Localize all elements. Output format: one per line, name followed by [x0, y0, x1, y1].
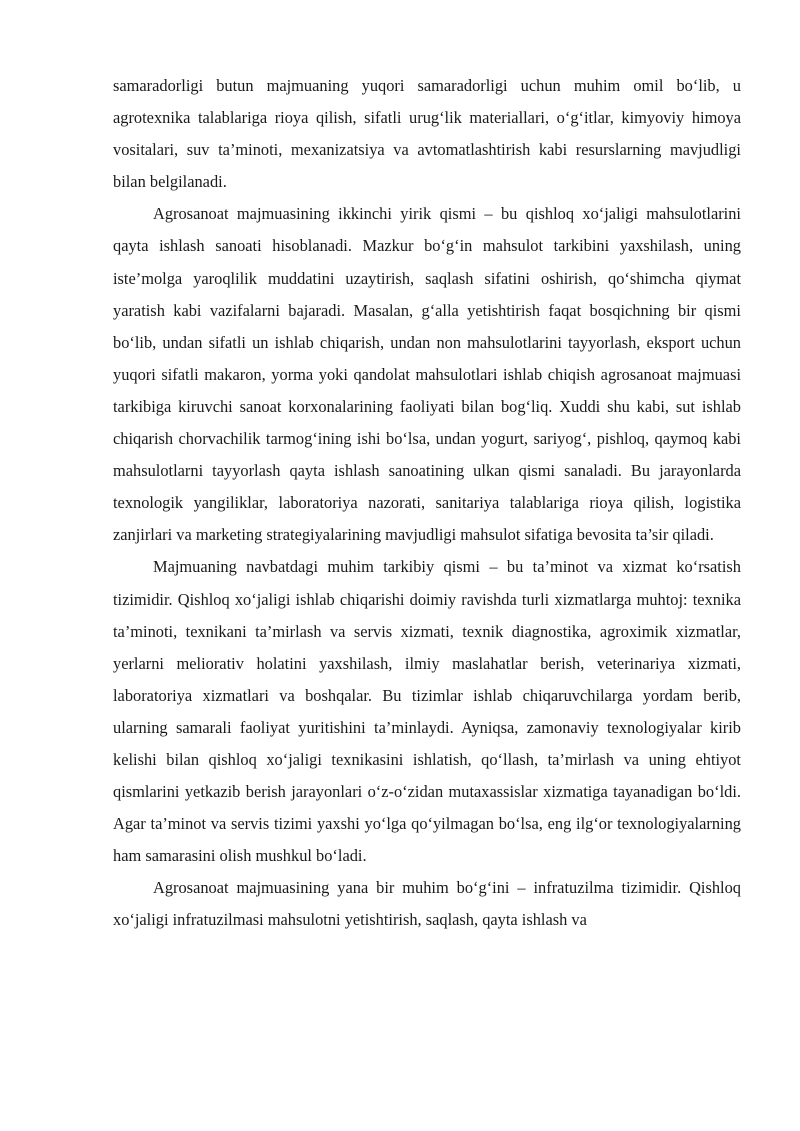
- paragraph-4: Agrosanoat majmuasining yana bir muhim bo‘g‘ini – infratuzilma tizimidir. Qishloq xo‘jaligi infratuzilmasi mahsulotni yetishtirish, saqlash, qayta ishlash va: [113, 878, 741, 930]
- paragraph-3: Majmuaning navbatdagi muhim tarkibiy qismi – bu ta’minot va xizmat ko‘rsatish tizimidir. Qishloq xo‘jaligi ishlab chiqarishi doimiy ravishda turli xizmatlarga muhtoj: texnika ta’minoti, texnikani ta’mirlash va servis xizmati, texnik diagnostika, agroximik xizmatlar, yerlarni meliorativ holatini yaxshilash, ilmiy maslahatlar berish, veterinariya xizmati, laboratoriya xizmatlari va boshqalar. Bu tizimlar ishlab chiqaruvchilarga yordam berib, ularning samarali faoliyat yuritishini ta’minlaydi. Ayniqsa, zamonaviy texnologiyalar kirib kelishi bilan qishloq xo‘jaligi texnikasini ishlatish, qo‘llash, ta’mirlash va uning ehtiyot qismlarini yetkazib berish jarayonlari o‘z-o‘zidan mutaxassislar xizmatiga tayanadigan bo‘ldi. Agar ta’minot va servis tizimi yaxshi yo‘lga qo‘yilmagan bo‘lsa, eng ilg‘or texnologiyalarning ham samarasini olish mushkul bo‘ladi.: [113, 557, 741, 866]
- document-page: [113, 70, 741, 937]
- paragraph-2: Agrosanoat majmuasining ikkinchi yirik qismi – bu qishloq xo‘jaligi mahsulotlarini qayta ishlash sanoati hisoblanadi. Mazkur bo‘g‘in mahsulot tarkibini yaxshilash, uning iste’molga yaroqlilik muddatini uzaytirish, saqlash sifatini oshirish, qo‘shimcha qiymat yaratish kabi vazifalarni bajaradi. Masalan, g‘alla yetishtirish faqat bosqichning bir qismi bo‘lib, undan sifatli un ishlab chiqarish, undan non mahsulotlarini tayyorlash, eksport uchun yuqori sifatli makaron, yorma yoki qandolat mahsulotlari ishlab chiqish agrosanoat majmuasi tarkibiga kiruvchi sanoat korxonalarining faoliyati bilan bog‘liq. Xuddi shu kabi, sut ishlab chiqarish chorvachilik tarmog‘ining ishi bo‘lsa, undan yogurt, sariyog‘, pishloq, qaymoq kabi mahsulotlarni tayyorlash qayta ishlash sanoatining ulkan qismi sanaladi. Bu jarayonlarda texnologik yangiliklar, laboratoriya nazorati, sanitariya talablariga rioya qilish, logistika zanjirlari va marketing strategiyalarining mavjudligi mahsulot sifatiga bevosita ta’sir qiladi.: [113, 204, 741, 545]
- paragraph-1: samaradorligi butun majmuaning yuqori samaradorligi uchun muhim omil bo‘lib, u agrotexnika talablariga rioya qilish, sifatli urug‘lik materiallari, o‘g‘itlar, kimyoviy himoya vositalari, suv ta’minoti, mexanizatsiya va avtomatlashtirish kabi resurslarning mavjudligi bilan belgilanadi.: [113, 76, 741, 192]
